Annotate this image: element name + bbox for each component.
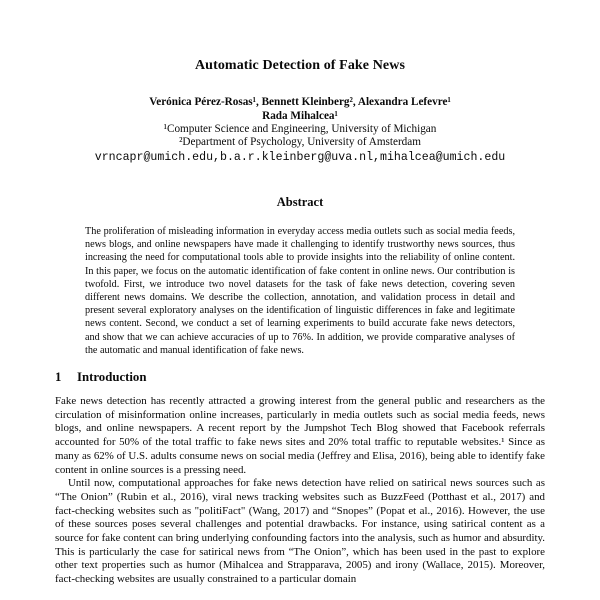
author-emails: vrncapr@umich.edu,b.a.r.kleinberg@uva.nl,mihalcea@umich.edu (94, 151, 506, 164)
abstract-text: The proliferation of misleading information in everyday access media outlets such as social media feeds, news blogs, and online newspapers have made it challenging to identify trustworthy news sources, thus increasing the need for computational tools able to provide insights into the reliability of online content. In this paper, we focus on the automatic identification of fake content in online news. Our contribution is twofold. First, we introduce two novel datasets for the task of fake news detection, covering seven different news domains. We describe the collection, annotation, and validation process in detail and present several exploratory analyses on the identification of linguistic differences in fake and legitimate news content. Second, we conduct a set of learning experiments to build accurate fake news detectors, and show that we can achieve accuracies of up to 76%. In addition, we provide comparative analyses of the automatic and manual identification of fake news. (85, 226, 515, 356)
section-number: 1 (55, 370, 62, 385)
section-title: Introduction (77, 370, 147, 385)
affiliation-amsterdam: ²Department of Psychology, University of Amsterdam (179, 136, 421, 148)
intro-paragraph-2: Until now, computational approaches for fake news detection have relied on satirical news sources such as “The Onion” (Rubin et al., 2016), viral news tracking websites such as BuzzFeed (Potthast et al., 2017) and fact-checking websites such as "politiFact" (Wang, 2017) and “Snopes” (Popat et al., 2016). However, the use of these sources poses several challenges and potential drawbacks. For instance, using satirical content as a source for fake content can bring underlying confounding factors into the analysis, such as humor and absurdity. This is particularly the case for satirical news from “The Onion”, which has been used in the past to explore other text properties such as humor (Mihalcea and Strapparava, 2005) and irony (Wallace, 2015). Moreover, fact-checking websites are usually constrained to a particular domain (55, 477, 545, 586)
intro-paragraph-1: Fake news detection has recently attracted a growing interest from the general public and researchers as the circulation of misinformation online increases, particularly in media outlets such as social media feeds, news blogs, and online newspapers. A recent report by the Jumpshot Tech Blog showed that Facebook referrals accounted for 50% of the total traffic to fake news sites and 20% total traffic to reputable websites.¹ Since as many as 62% of U.S. adults consume news on social media (Jeffrey and Elisa, 2016), being able to identify fake content in online sources is a pressing need. (55, 395, 545, 476)
author-line-2: Rada Mihalcea¹ (262, 109, 338, 122)
paper-title: Automatic Detection of Fake News (194, 58, 406, 73)
section-heading-introduction (55, 370, 545, 385)
affiliation-michigan: ¹Computer Science and Engineering, University of Michigan (163, 123, 437, 135)
author-line-1: Verónica Pérez-Rosas¹, Bennett Kleinberg², Alexandra Lefevre¹ (149, 96, 451, 108)
abstract-heading: Abstract (276, 195, 324, 209)
